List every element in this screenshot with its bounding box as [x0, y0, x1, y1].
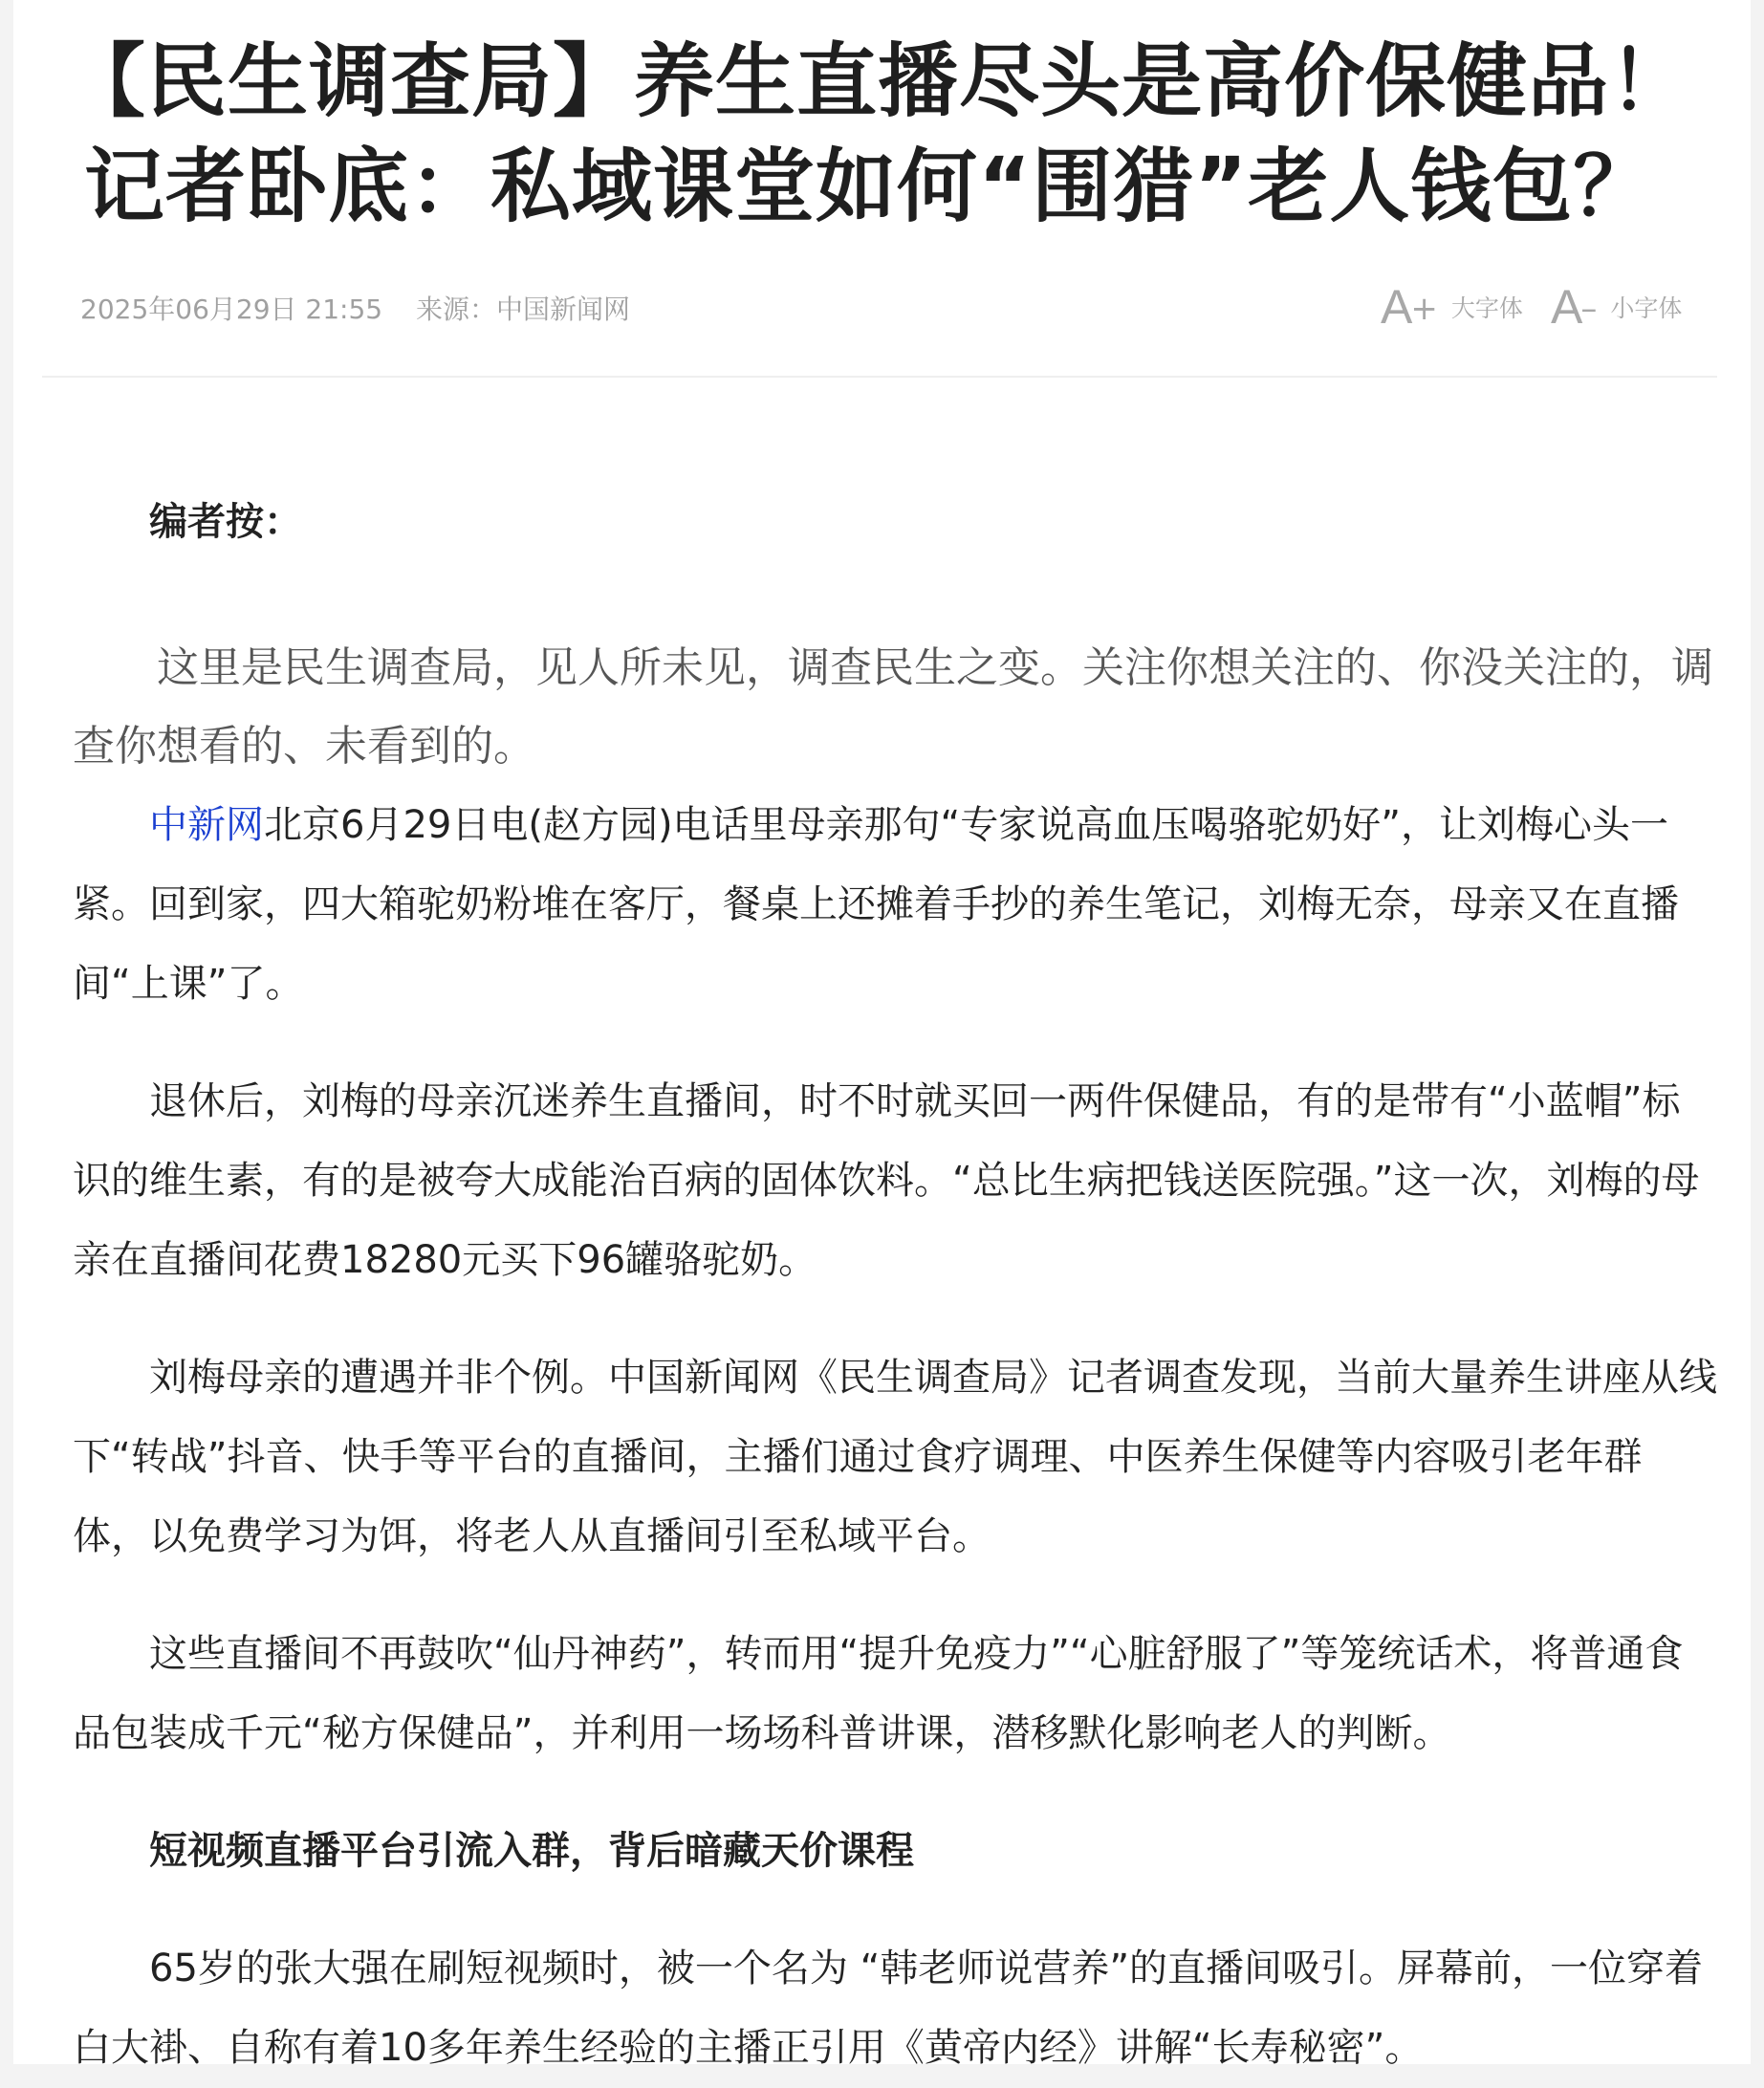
smaller-font-button[interactable] [1551, 281, 1682, 333]
article-page [13, 0, 1751, 2070]
source-name[interactable]: 中国新闻网 [496, 294, 631, 325]
font-smaller-icon: A [1551, 280, 1583, 334]
agency-link[interactable]: 中新网 [149, 803, 264, 847]
minus-icon: – [1580, 290, 1598, 328]
font-larger-icon: A [1381, 280, 1413, 334]
source-label: 来源： [416, 294, 497, 325]
headline-line-2: 记者卧底：私域课堂如何“围猎”老人钱包？ [84, 140, 1655, 233]
larger-font-label: 大字体 [1450, 294, 1523, 322]
section-subheading: 短视频直播平台引流入群，背后暗藏天价课程 [149, 1829, 914, 1873]
paragraph-3: 刘梅母亲的遭遇并非个例。中国新闻网《民生调查局》记者调查发现，当前大量养生讲座从线下“转战”抖音、快手等平台的直播间，主播们通过食疗调理、中医养生保健等内容吸引老年群体，以免费学习为饵，将老人从直播间引至私域平台。 [73, 1356, 1717, 1558]
publish-datetime: 2025年06月29日 21:55 [80, 294, 383, 325]
headline [65, 29, 1710, 239]
smaller-font-label: 小字体 [1610, 294, 1683, 322]
lead-paragraph [73, 786, 1717, 1024]
paragraph-2: 退休后，刘梅的母亲沉迷养生直播间，时不时就买回一两件保健品，有的是带有“小蓝帽”标识的维生素，有的是被夸大成能治百病的固体饮料。“总比生病把钱送医院强。”这一次，刘梅的母亲在直播间花费18280元买下96罐骆驼奶。 [73, 1079, 1700, 1282]
header-divider [42, 376, 1717, 378]
larger-font-button[interactable] [1381, 281, 1523, 333]
article-meta [80, 289, 630, 327]
editor-note: 这里是民生调查局，见人所未见，调查民生之变。关注你想关注的、你没关注的，调查你想看的、未看到的。 [73, 643, 1713, 771]
headline-line-1: 【民生调查局】养生直播尽头是高价保健品！ [65, 34, 1691, 128]
paragraph-5: 65岁的张大强在刷短视频时，被一个名为 “韩老师说营养”的直播间吸引。屏幕前，一位穿着白大褂、自称有着10多年养生经验的主播正引用《黄帝内经》讲解“长寿秘密”。 [73, 1947, 1704, 2070]
editor-note-heading: 编者按： [149, 500, 302, 544]
paragraph-4: 这些直播间不再鼓吹“仙丹神药”，转而用“提升免疫力”“心脏舒服了”等笼统话术，将普通食品包装成千元“秘方保健品”，并利用一场场科普讲课，潜移默化影响老人的判断。 [73, 1632, 1684, 1755]
lead-paragraph-text: 北京6月29日电(赵方园)电话里母亲那句“专家说高血压喝骆驼奶好”，让刘梅心头一紧。回到家，四大箱驼奶粉堆在客厅，餐桌上还摊着手抄的养生笔记，刘梅无奈，母亲又在直播间“上课”了。 [73, 803, 1679, 1006]
plus-icon: + [1410, 290, 1438, 328]
article-body [73, 483, 1717, 2088]
